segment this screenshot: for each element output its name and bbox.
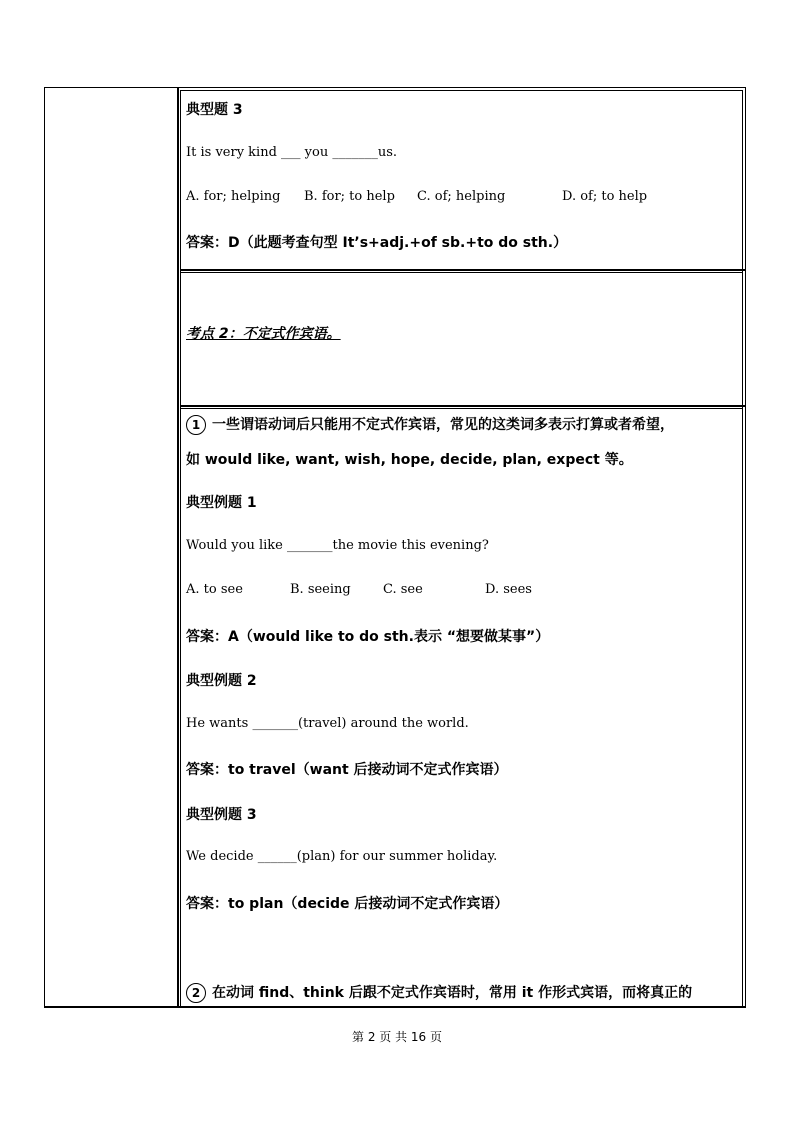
section-heading: 考点 2：不定式作宾语。 <box>186 326 341 342</box>
table-inner-top-border <box>180 90 742 91</box>
example-answer: 答案：D（此题考查句型 It’s+adj.+of sb.+to do sth.） <box>186 235 568 251</box>
example-1-question: Would you like _______the movie this evening? <box>186 538 489 553</box>
example-2-question: He wants _______(travel) around the world. <box>186 716 469 731</box>
example-1-heading: 典型例题 1 <box>186 495 257 511</box>
table-left-border <box>44 87 45 1007</box>
page-footer: 第 2 页 共 16 页 <box>352 1030 442 1044</box>
option-c: C. of; helping <box>417 189 506 204</box>
point-1-text: 一些谓语动词后只能用不定式作宾语，常见的这类词多表示打算或者希望， <box>212 417 674 433</box>
example-2-heading: 典型例题 2 <box>186 673 257 689</box>
table-top-border <box>44 87 746 88</box>
example-3-answer: 答案：to plan（decide 后接动词不定式作宾语） <box>186 896 509 912</box>
option-a: A. to see <box>186 582 243 597</box>
example-3-heading: 典型例题 3 <box>186 807 257 823</box>
example-3-question: We decide ______(plan) for our summer holiday. <box>186 849 498 864</box>
row-divider-2-inner <box>180 408 742 409</box>
table-inner-left-border <box>180 90 181 1006</box>
example-options <box>186 189 647 204</box>
option-d: D. of; to help <box>562 189 648 204</box>
point-1-line-1 <box>186 414 674 435</box>
point-1-line-2: 如 would like, want, wish, hope, decide, plan, expect 等。 <box>186 452 633 468</box>
table-inner-right-border <box>742 90 743 1006</box>
option-a: A. for; helping <box>186 189 281 204</box>
row-divider-1-inner <box>180 272 742 273</box>
row-divider-2 <box>180 405 745 407</box>
row-divider-1 <box>180 269 745 271</box>
circled-number-2: 2 <box>186 983 206 1003</box>
point-2-line-1 <box>186 982 692 1003</box>
example-1-answer: 答案：A（would like to do sth.表示 “想要做某事”） <box>186 629 550 645</box>
table-bottom-border <box>44 1006 746 1008</box>
example-heading: 典型题 3 <box>186 102 243 118</box>
table-right-border <box>745 87 746 1007</box>
option-c: C. see <box>383 582 423 597</box>
option-b: B. for; to help <box>304 189 395 204</box>
example-1-options <box>186 582 532 597</box>
table-column-divider <box>177 87 179 1007</box>
example-question: It is very kind ___ you _______us. <box>186 145 398 160</box>
example-2-answer: 答案：to travel（want 后接动词不定式作宾语） <box>186 762 508 778</box>
circled-number-1: 1 <box>186 415 206 435</box>
option-b: B. seeing <box>290 582 351 597</box>
option-d: D. sees <box>485 582 532 597</box>
point-2-text: 在动词 find、think 后跟不定式作宾语时，常用 it 作形式宾语，而将真正的 <box>212 985 693 1001</box>
